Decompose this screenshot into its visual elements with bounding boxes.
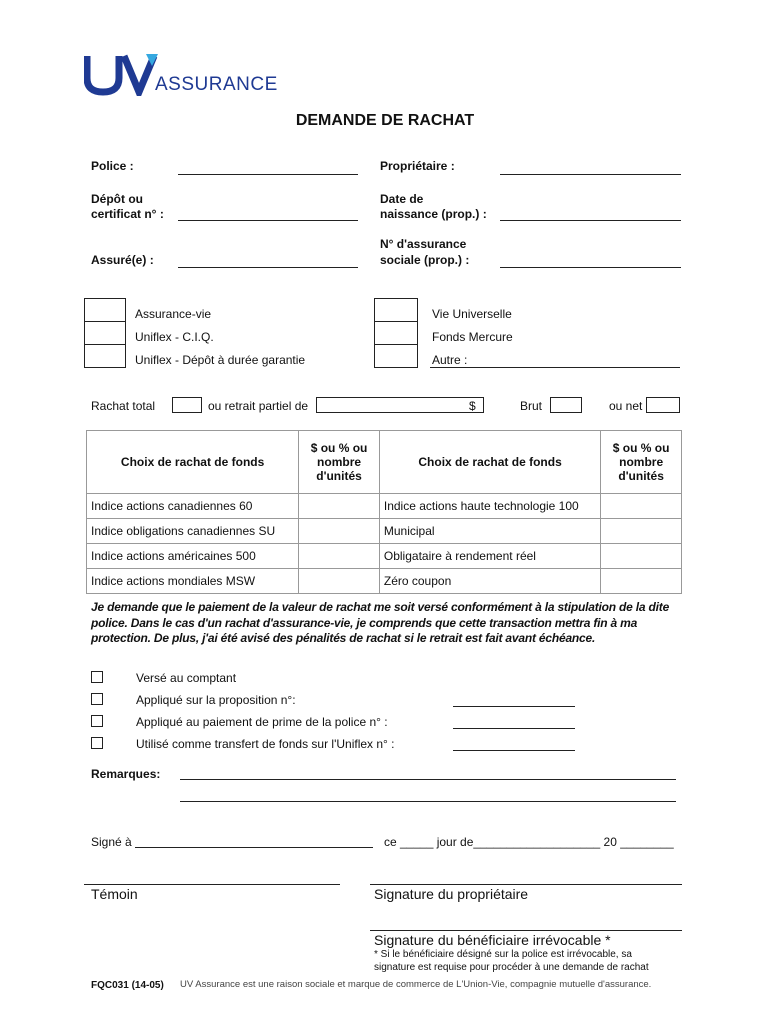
net-label: ou net	[609, 399, 643, 413]
assure-field[interactable]	[178, 267, 358, 268]
date-label-1: Date de	[380, 192, 424, 206]
fund-name: Municipal	[379, 519, 600, 544]
funds-table	[86, 430, 682, 594]
fund-amount-field[interactable]	[601, 569, 682, 594]
proprietaire-label: Propriétaire :	[380, 159, 455, 173]
brut-label: Brut	[520, 399, 543, 413]
product-label: Uniflex - Dépôt à durée garantie	[135, 353, 306, 367]
fund-name: Indice obligations canadiennes SU	[87, 519, 299, 544]
dollar-sign: $	[469, 399, 476, 413]
remarques-field-2[interactable]	[180, 801, 676, 802]
nas-label-2: sociale (prop.) :	[380, 253, 470, 267]
fund-name: Obligataire à rendement réel	[379, 544, 600, 569]
product-label: Assurance-vie	[135, 307, 212, 321]
header-amount-right: $ ou % ou nombre d'unités	[601, 431, 682, 494]
rachat-total-label: Rachat total	[91, 399, 156, 413]
nas-label-1: N° d'assurance	[380, 237, 467, 251]
retrait-amount-field[interactable]	[316, 397, 484, 413]
temoin-signature-line[interactable]	[84, 884, 340, 885]
retrait-partiel-label: ou retrait partiel de	[208, 399, 309, 413]
depot-label-2: certificat n° :	[91, 207, 164, 221]
form-code: FQC031 (14-05)	[91, 980, 164, 991]
fund-amount-field[interactable]	[601, 519, 682, 544]
signe-label: Signé à	[91, 835, 132, 849]
police-number-field[interactable]	[453, 728, 575, 729]
fund-amount-field[interactable]	[299, 494, 380, 519]
rachat-total-checkbox[interactable]	[172, 397, 202, 413]
signe-field[interactable]	[135, 847, 373, 848]
fund-amount-field[interactable]	[299, 519, 380, 544]
footnote-line-1: * Si le bénéficiaire désigné sur la police est irrévocable, sa	[374, 949, 632, 960]
table-row	[87, 569, 682, 594]
net-checkbox[interactable]	[646, 397, 680, 413]
product-label: Vie Universelle	[432, 307, 512, 321]
autre-field[interactable]	[430, 367, 680, 368]
product-checkbox-vie-universelle[interactable]	[374, 298, 418, 322]
fund-name: Indice actions américaines 500	[87, 544, 299, 569]
fund-amount-field[interactable]	[299, 569, 380, 594]
product-label: Fonds Mercure	[432, 330, 513, 344]
option-checkbox-comptant[interactable]	[91, 671, 103, 683]
nas-field[interactable]	[500, 267, 681, 268]
footer-legal: UV Assurance est une raison sociale et marque de commerce de L'Union-Vie, compagnie mutuelle d'assurance.	[180, 979, 652, 990]
date-signature-text: ce _____ jour de___________________ 20 ________	[384, 835, 674, 849]
product-label: Autre :	[432, 353, 468, 367]
brut-checkbox[interactable]	[550, 397, 582, 413]
fund-amount-field[interactable]	[601, 494, 682, 519]
product-checkbox-uniflex-depot[interactable]	[84, 344, 126, 368]
product-checkbox-assurance-vie[interactable]	[84, 298, 126, 322]
fund-name: Zéro coupon	[379, 569, 600, 594]
product-checkbox-autre[interactable]	[374, 344, 418, 368]
logo-wordmark: ASSURANCE	[155, 74, 278, 95]
date-field[interactable]	[500, 220, 681, 221]
product-checkbox-uniflex-ciq[interactable]	[84, 321, 126, 345]
proposition-number-field[interactable]	[453, 706, 575, 707]
option-label: Appliqué au paiement de prime de la police n° :	[136, 715, 388, 729]
product-label: Uniflex - C.I.Q.	[135, 330, 214, 344]
assure-label: Assuré(e) :	[91, 253, 154, 267]
option-label: Appliqué sur la proposition n°:	[136, 693, 296, 707]
option-checkbox-prime[interactable]	[91, 715, 103, 727]
fund-name: Indice actions mondiales MSW	[87, 569, 299, 594]
table-row	[87, 519, 682, 544]
depot-label-1: Dépôt ou	[91, 192, 143, 206]
temoin-label: Témoin	[91, 886, 138, 902]
signature-beneficiaire-label: Signature du bénéficiaire irrévocable *	[374, 932, 611, 948]
table-header-row	[87, 431, 682, 494]
header-amount-left: $ ou % ou nombre d'unités	[299, 431, 380, 494]
signature-proprietaire-label: Signature du propriétaire	[374, 886, 529, 902]
fund-amount-field[interactable]	[601, 544, 682, 569]
date-label-2: naissance (prop.) :	[380, 207, 487, 221]
footnote-line-2: signature est requise pour procéder à une demande de rachat	[374, 962, 649, 973]
table-row	[87, 544, 682, 569]
proprietaire-signature-line[interactable]	[370, 884, 682, 885]
page-title: DEMANDE DE RACHAT	[295, 112, 475, 129]
option-checkbox-uniflex[interactable]	[91, 737, 103, 749]
option-label: Versé au comptant	[136, 671, 237, 685]
remarques-field-1[interactable]	[180, 779, 676, 780]
option-checkbox-proposition[interactable]	[91, 693, 103, 705]
header-choice-left: Choix de rachat de fonds	[87, 431, 299, 494]
beneficiaire-signature-line[interactable]	[370, 930, 682, 931]
product-checkbox-fonds-mercure[interactable]	[374, 321, 418, 345]
declaration-text: Je demande que le paiement de la valeur de rachat me soit versé conformément à la stipulation de la dite police. Dans le cas d'un rachat d'assurance-vie, je comprends que cette transaction mettra fin à ma protection. De plus, j'ai été avisé des pénalités de rachat si le retrait est fait avant échéance.	[91, 600, 670, 645]
police-field[interactable]	[178, 174, 358, 175]
fund-name: Indice actions haute technologie 100	[379, 494, 600, 519]
uniflex-number-field[interactable]	[453, 750, 575, 751]
table-row	[87, 494, 682, 519]
fund-amount-field[interactable]	[299, 544, 380, 569]
depot-field[interactable]	[178, 220, 358, 221]
option-label: Utilisé comme transfert de fonds sur l'Uniflex n° :	[136, 737, 395, 751]
header-choice-right: Choix de rachat de fonds	[379, 431, 600, 494]
proprietaire-field[interactable]	[500, 174, 681, 175]
police-label: Police :	[91, 159, 134, 173]
fund-name: Indice actions canadiennes 60	[87, 494, 299, 519]
remarques-label: Remarques:	[91, 767, 161, 781]
